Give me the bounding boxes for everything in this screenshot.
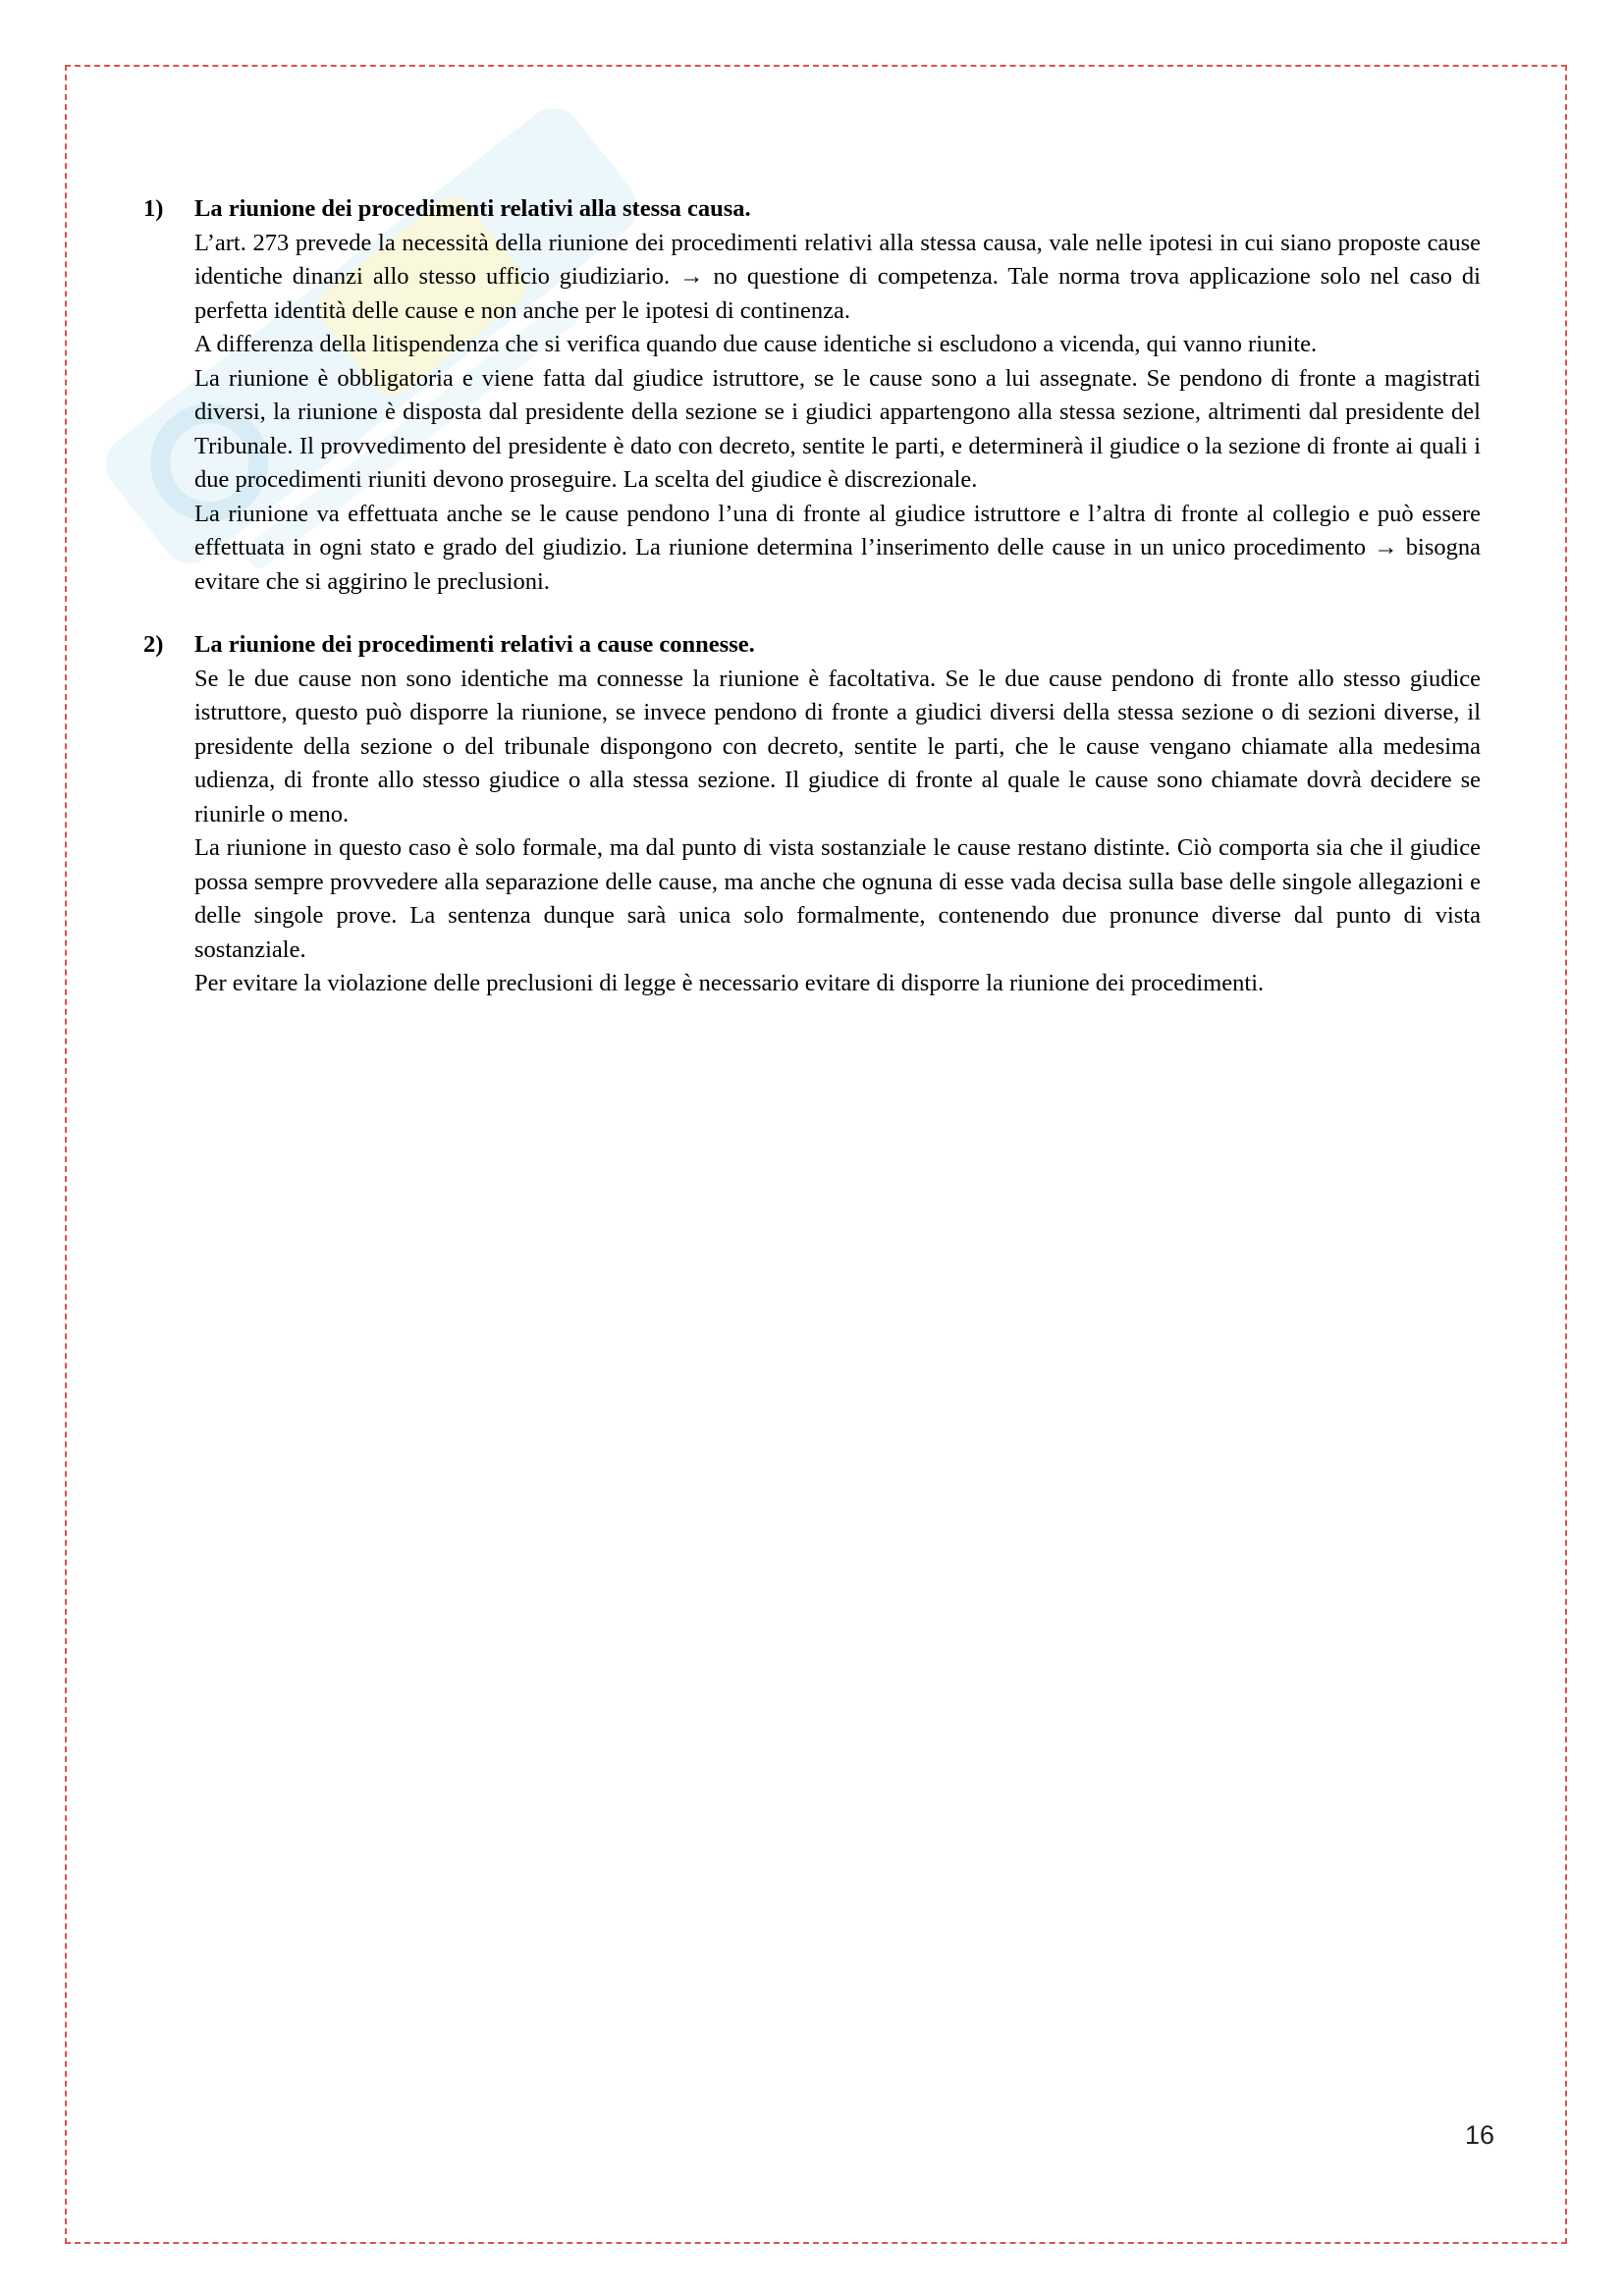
paragraph: La riunione in questo caso è solo formale, ma dal punto di vista sostanziale le cause restano distinte. Ciò comporta sia che il giudice possa sempre provvedere alla separazione delle cause, ma anche che ognuna di esse vada decisa sulla base delle singole allegazioni e delle singole prove. La sentenza dunque sarà unica solo formalmente, contenendo due pronunce diverse dal punto di vista sostanziale. — [194, 834, 1481, 963]
section-number: 2) — [143, 631, 164, 658]
paragraph: Se le due cause non sono identiche ma connesse la riunione è facoltativa. Se le due cause pendono di fronte allo stesso giudice istruttore, questo può disporre la riunione, se invece pendono di fronte a giudici diversi della stessa sezione o di sezioni diverse, il presidente della sezione o del tribunale dispongono con decreto, sentite le parti, che le cause vengano chiamate alla medesima udienza, di fronte allo stesso giudice o alla stessa sezione. Il giudice di fronte al quale le cause sono chiamate dovrà decidere se riunirle o meno. — [194, 665, 1481, 828]
page-number: 16 — [1464, 2120, 1494, 2150]
section-heading — [143, 628, 1481, 663]
section-text — [194, 227, 1481, 600]
section-2 — [143, 628, 1481, 1001]
section-text — [194, 663, 1481, 1001]
paragraph: L’art. 273 prevede la necessità della riunione dei procedimenti relativi alla stessa causa, vale nelle ipotesi in cui siano proposte cause identiche dinanzi allo stesso ufficio giudiziario. → no questione di competenza. Tale norma trova applicazione solo nel caso di perfetta identità delle cause e non anche per le ipotesi di continenza. — [194, 229, 1481, 324]
document-body — [143, 192, 1481, 1031]
section-title: La riunione dei procedimenti relativi a cause connesse. — [194, 631, 755, 658]
section-title: La riunione dei procedimenti relativi alla stessa causa. — [194, 195, 751, 222]
paragraph: Per evitare la violazione delle preclusioni di legge è necessario evitare di disporre la riunione dei procedimenti. — [194, 970, 1265, 996]
paragraph: La riunione va effettuata anche se le cause pendono l’una di fronte al giudice istruttore e l’altra di fronte al collegio e può essere effettuata in ogni stato e grado del giudizio. La riunione determina l’inserimento delle cause in un unico procedimento → bisogna evitare che si aggirino le preclusioni. — [194, 500, 1481, 595]
section-number: 1) — [143, 195, 164, 222]
paragraph: La riunione è obbligatoria e viene fatta dal giudice istruttore, se le cause sono a lui assegnate. Se pendono di fronte a magistrati diversi, la riunione è disposta dal presidente della sezione se i giudici appartengono alla stessa sezione, altrimenti dal presidente del Tribunale. Il provvedimento del presidente è dato con decreto, sentite le parti, e determinerà il giudice o la sezione di fronte ai quali i due procedimenti riuniti devono proseguire. La scelta del giudice è discrezionale. — [194, 364, 1481, 493]
paragraph: A differenza della litispendenza che si verifica quando due cause identiche si escludono a vicenda, qui vanno riunite. — [194, 331, 1318, 357]
section-heading — [143, 192, 1481, 227]
section-1 — [143, 192, 1481, 599]
